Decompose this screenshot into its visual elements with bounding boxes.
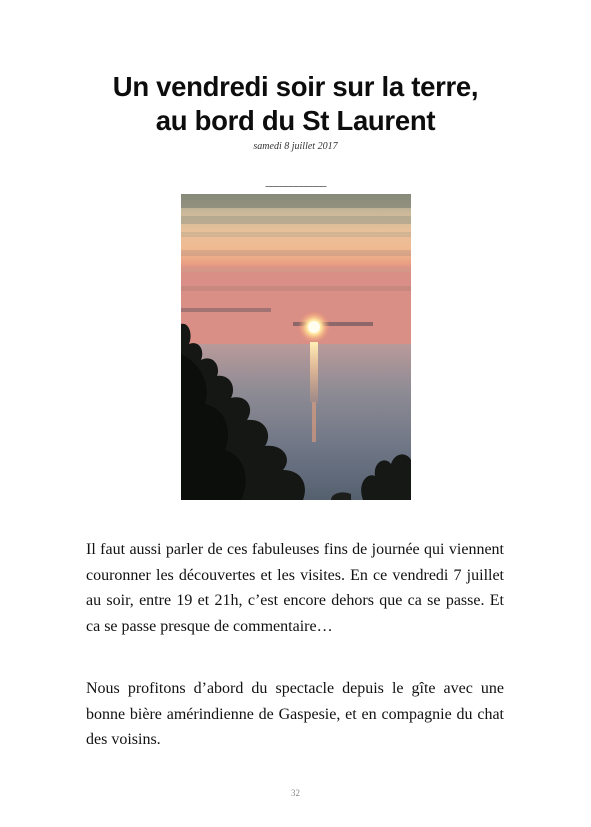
title-line-1: Un vendredi soir sur la terre,: [112, 71, 479, 102]
paragraph-1: Il faut aussi parler de ces fabuleuses fins de journée qui viennent couronner les découvertes et les visites. En ce vendredi 7 juillet au soir, entre 19 et 21h, c’est encore dehors que ca se passe. Et ca se passe presque de commentaire…: [86, 541, 504, 635]
title-line-2: au bord du St Laurent: [155, 105, 436, 136]
sunset-photo: [181, 194, 411, 500]
page-number: 32: [291, 788, 300, 798]
page-title: [0, 70, 591, 138]
post-date: samedi 8 juillet 2017: [253, 141, 338, 152]
separator-line: ____________: [265, 174, 326, 188]
paragraph-2: Nous profitons d’abord du spectacle depuis le gîte avec une bonne bière amérindienne de Gaspesie, et en compagnie du chat des voisins.: [86, 680, 504, 748]
